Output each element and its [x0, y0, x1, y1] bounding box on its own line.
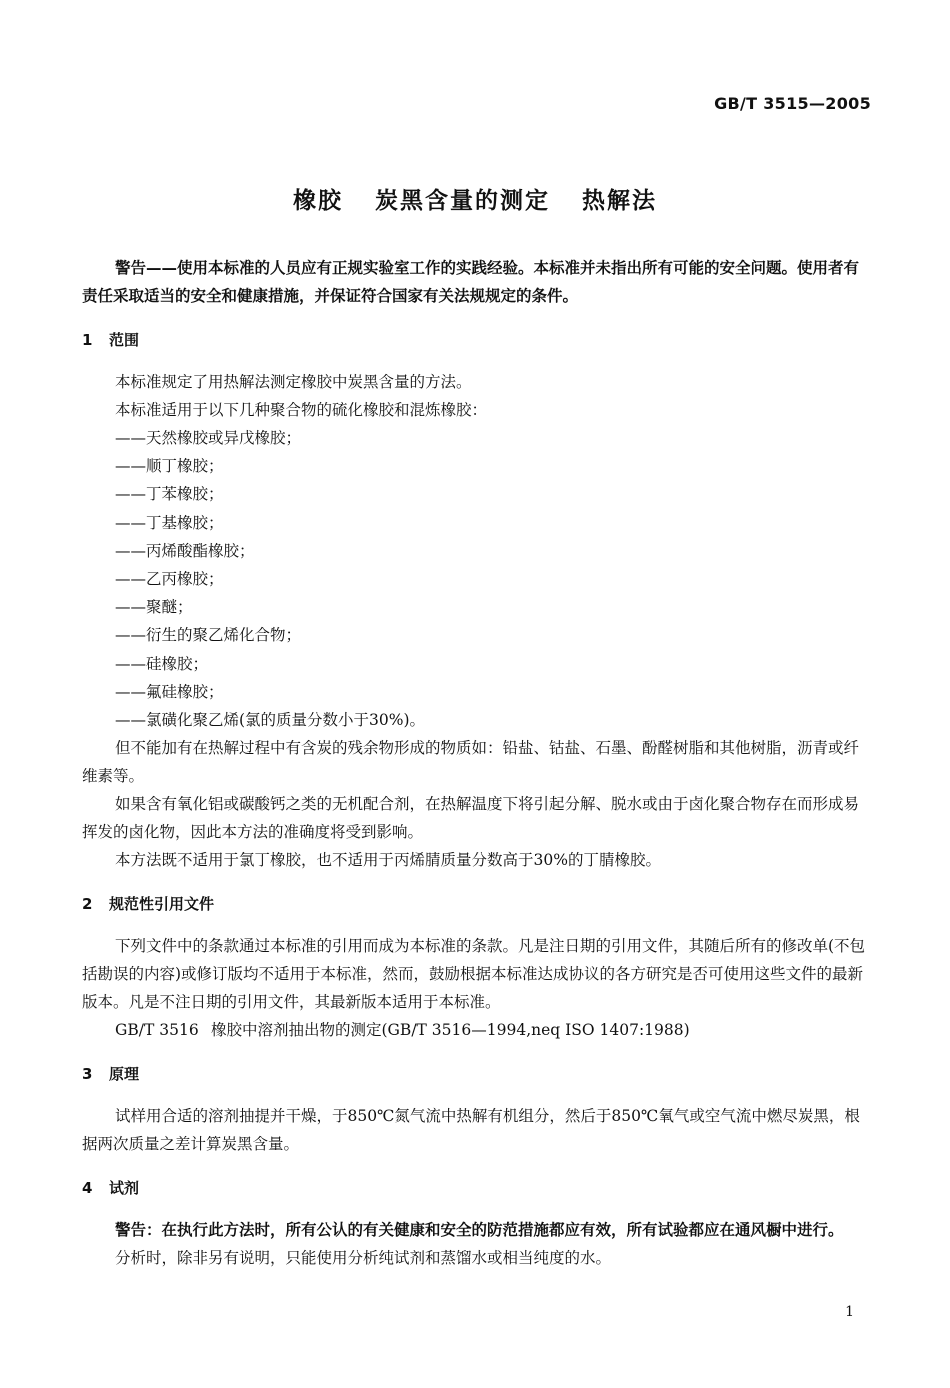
list-item: ——聚醚； [115, 598, 193, 617]
standard-code: GB/T 3515—2005 [714, 94, 871, 113]
reference-code: GB/T 3516 [115, 1021, 199, 1040]
scope-paragraph-3: 但不能加有在热解过程中有含炭的残余物形成的物质如：铅盐、钴盐、石墨、酚醛树脂和其他树脂，沥青或纤维素等。 [82, 739, 860, 786]
list-item: ——丁苯橡胶； [115, 485, 224, 504]
section-4-heading [82, 1174, 870, 1202]
principle-paragraph: 试样用合适的溶剂抽提并干燥，于850℃氮气流中热解有机组分，然后于850℃氧气或空气流中燃尽炭黑，根据两次质量之差计算炭黑含量。 [82, 1107, 860, 1154]
list-item: ——乙丙橡胶； [115, 570, 224, 589]
normative-reference [82, 1016, 870, 1044]
section-number: 3 [82, 1065, 93, 1084]
document-body [82, 254, 870, 1272]
list-item: ——衍生的聚乙烯化合物； [115, 626, 302, 645]
scope-paragraph-1: 本标准规定了用热解法测定橡胶中炭黑含量的方法。 [115, 373, 472, 391]
list-item: ——氯磺化聚乙烯(氯的质量分数小于30%)。 [115, 711, 426, 730]
document-title: 橡胶 炭黑含量的测定 热解法 [292, 188, 657, 214]
normative-paragraph: 下列文件中的条款通过本标准的引用而成为本标准的条款。凡是注日期的引用文件，其随后所有的修改单(不包括勘误的内容)或修订版均不适用于本标准，然而，鼓励根据本标准达成协议的各方研究是否可使用这些文件的最新版本。凡是不注日期的引用文件，其最新版本适用于本标准。 [82, 937, 866, 1012]
section-number: 4 [82, 1179, 93, 1198]
section-title: 规范性引用文件 [109, 895, 215, 914]
section-title: 试剂 [109, 1179, 140, 1198]
section-1-heading [82, 326, 870, 354]
section-3-heading [82, 1060, 870, 1088]
scope-paragraph-4: 如果含有氧化铝或碳酸钙之类的无机配合剂，在热解温度下将引起分解、脱水或由于卤化聚合物存在而形成易挥发的卤化物，因此本方法的准确度将受到影响。 [82, 795, 860, 842]
list-item: ——丙烯酸酯橡胶； [115, 541, 255, 560]
reagent-paragraph: 分析时，除非另有说明，只能使用分析纯试剂和蒸馏水或相当纯度的水。 [115, 1249, 612, 1268]
polymer-list [82, 424, 870, 734]
section-2-heading [82, 890, 870, 918]
section-title: 原理 [109, 1065, 140, 1084]
list-item: ——氟硅橡胶； [115, 682, 224, 701]
scope-paragraph-5: 本方法既不适用于氯丁橡胶，也不适用于丙烯腈质量分数高于30%的丁腈橡胶。 [115, 851, 661, 870]
reference-title: 橡胶中溶剂抽出物的测定(GB/T 3516—1994,neq ISO 1407:1988) [211, 1021, 690, 1040]
section-number: 2 [82, 895, 93, 914]
section-number: 1 [82, 331, 93, 349]
section-title: 范围 [109, 331, 140, 349]
list-item: ——硅橡胶； [115, 654, 209, 673]
scope-paragraph-2: 本标准适用于以下几种聚合物的硫化橡胶和混炼橡胶： [115, 401, 488, 419]
list-item: ——天然橡胶或异戊橡胶； [115, 429, 302, 447]
list-item: ——顺丁橡胶； [115, 457, 224, 476]
safety-warning: 警告——使用本标准的人员应有正规实验室工作的实践经验。本标准并未指出所有可能的安全问题。使用者有责任采取适当的安全和健康措施，并保证符合国家有关法规规定的条件。 [82, 259, 860, 305]
page-number: 1 [845, 1304, 854, 1320]
list-item: ——丁基橡胶； [115, 513, 224, 532]
reagent-warning: 警告：在执行此方法时，所有公认的有关健康和安全的防范措施都应有效，所有试验都应在通风橱中进行。 [115, 1221, 844, 1240]
